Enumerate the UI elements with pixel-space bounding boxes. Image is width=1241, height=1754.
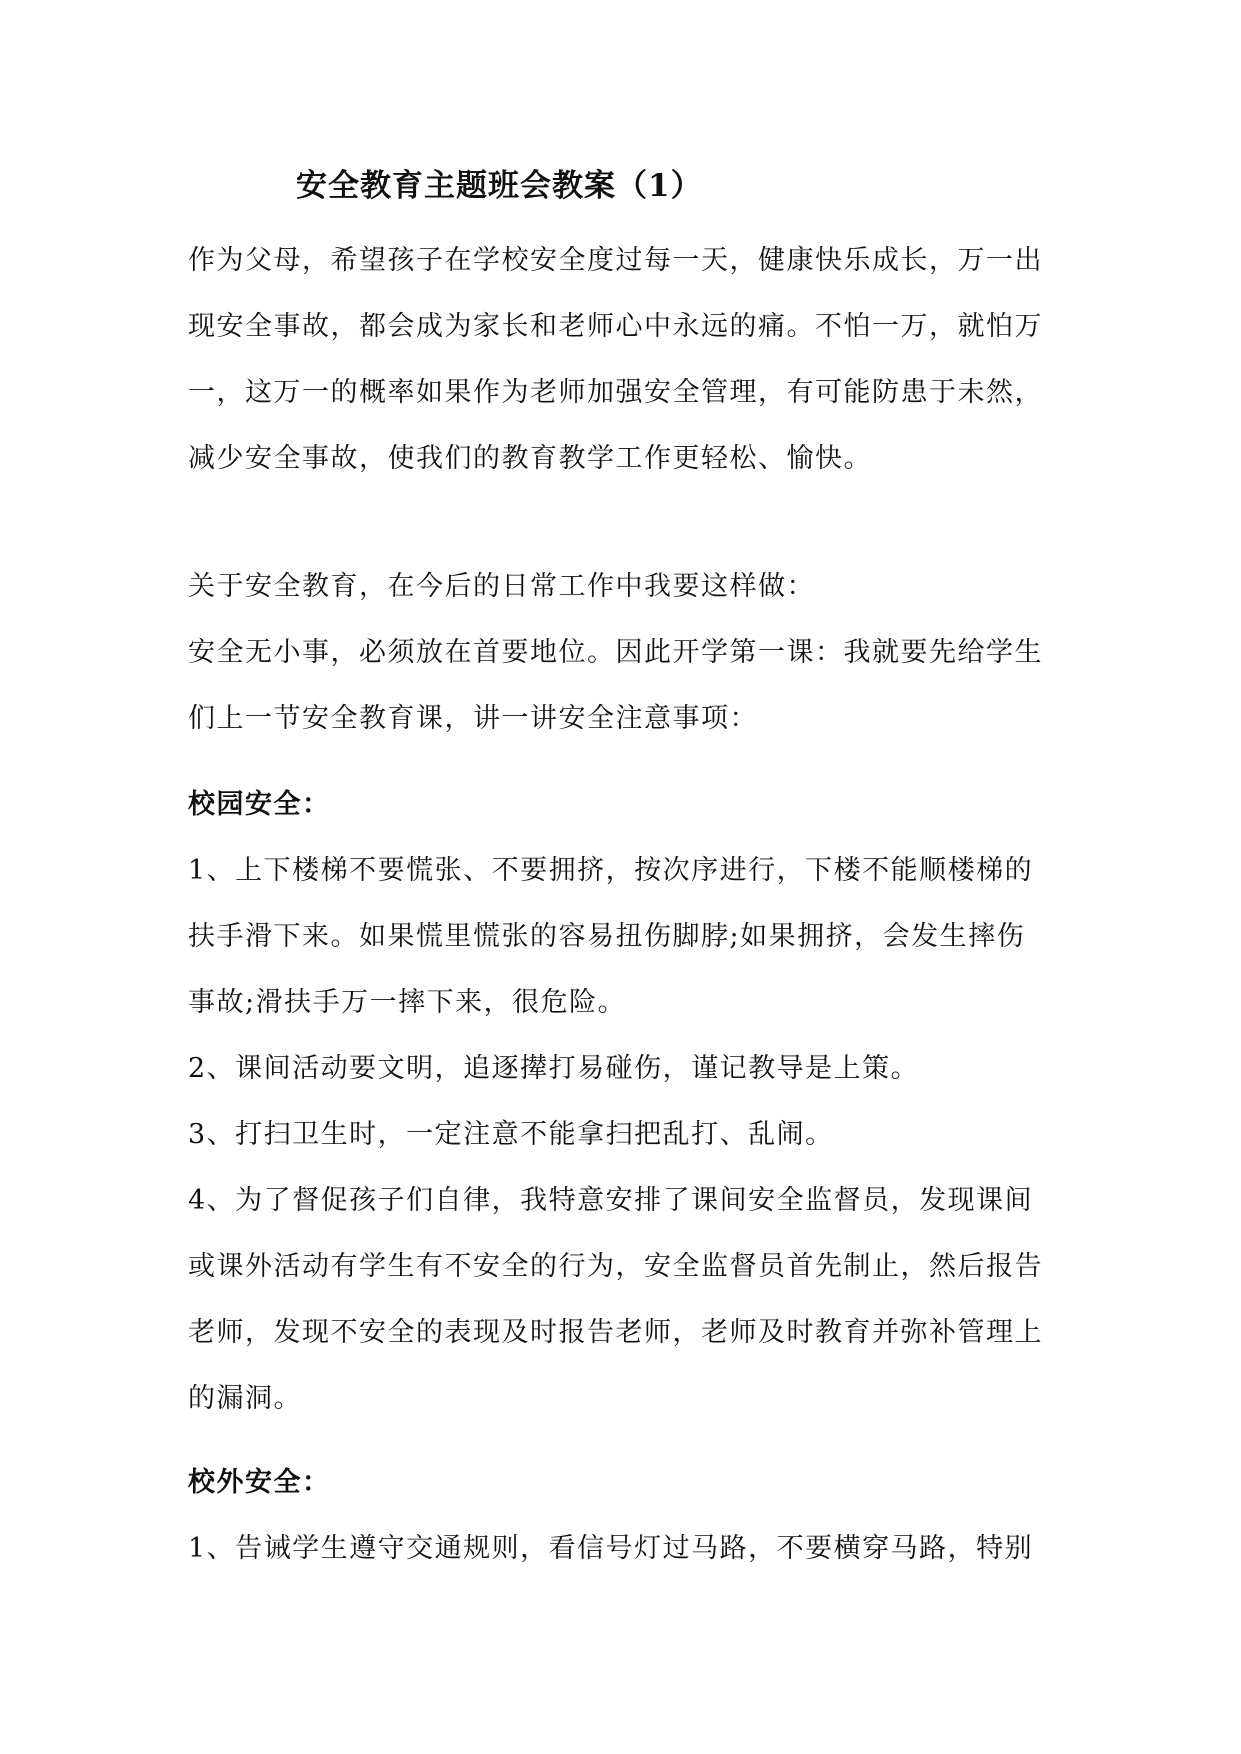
intro-paragraph <box>188 228 1058 492</box>
about-paragraph <box>188 554 1058 752</box>
about-line: 安全无小事，必须放在首要地位。因此开学第一课：我就要先给学生 <box>188 637 1043 668</box>
intro-line: 一，这万一的概率如果作为老师加强安全管理，有可能防患于未然， <box>188 377 1043 408</box>
about-line: 关于安全教育，在今后的日常工作中我要这样做： <box>188 571 815 602</box>
campus-line: 1、上下楼梯不要慌张、不要拥挤，按次序进行，下楼不能顺楼梯的 <box>188 855 1034 886</box>
offcampus-safety-section <box>188 1450 1058 1582</box>
campus-line: 2、课间活动要文明，追逐撵打易碰伤，谨记教导是上策。 <box>188 1053 920 1084</box>
campus-line: 老师，发现不安全的表现及时报告老师，老师及时教育并弥补管理上 <box>188 1317 1043 1348</box>
campus-line: 4、为了督促孩子们自律，我特意安排了课间安全监督员，发现课间 <box>188 1185 1034 1216</box>
campus-safety-section <box>188 772 1058 1432</box>
offcampus-line: 1、告诫学生遵守交通规则，看信号灯过马路，不要横穿马路，特别 <box>188 1533 1034 1564</box>
intro-line: 作为父母，希望孩子在学校安全度过每一天，健康快乐成长，万一出 <box>188 245 1043 276</box>
campus-line: 3、打扫卫生时，一定注意不能拿扫把乱打、乱闹。 <box>188 1119 834 1150</box>
document-title: 安全教育主题班会教案（1） <box>296 168 703 204</box>
offcampus-safety-heading: 校外安全： <box>188 1467 331 1498</box>
about-line: 们上一节安全教育课，讲一讲安全注意事项： <box>188 703 758 734</box>
campus-line: 事故;滑扶手万一摔下来，很危险。 <box>188 987 627 1018</box>
intro-line: 现安全事故，都会成为家长和老师心中永远的痛。不怕一万，就怕万 <box>188 311 1043 342</box>
campus-line: 或课外活动有学生有不安全的行为，安全监督员首先制止，然后报告 <box>188 1251 1043 1282</box>
intro-line: 减少安全事故，使我们的教育教学工作更轻松、愉快。 <box>188 443 872 474</box>
campus-safety-heading: 校园安全： <box>188 789 331 820</box>
campus-line: 扶手滑下来。如果慌里慌张的容易扭伤脚脖;如果拥挤，会发生摔伤 <box>188 921 1026 952</box>
campus-line: 的漏洞。 <box>188 1383 302 1414</box>
